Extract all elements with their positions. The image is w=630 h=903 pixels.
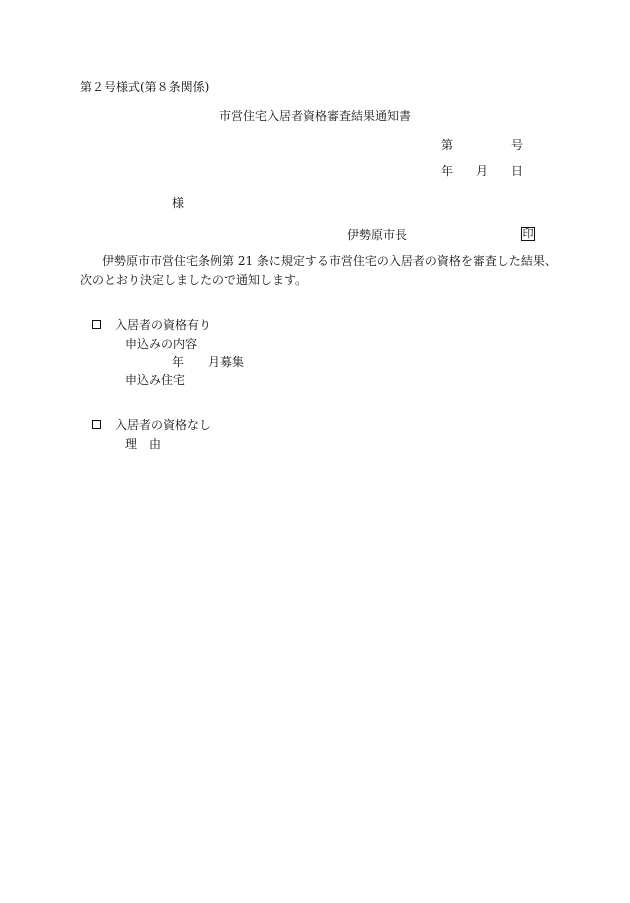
date-year-label: 年 [441,164,454,178]
addressee-suffix: 様 [172,196,185,210]
document-title: 市営住宅入居者資格審査結果通知書 [219,109,412,123]
option1-content-label: 申込みの内容 [125,337,198,351]
option1-year-label: 年 [172,355,185,369]
form-number-label: 第２号様式(第８条関係) [80,80,210,94]
date-day-label: 日 [511,164,524,178]
option2-label: 入居者の資格なし [115,418,212,432]
number-suffix: 号 [511,138,524,152]
option2-checkbox [92,420,101,429]
body-text-line-2: 次のとおり決定しましたので通知します。 [80,273,308,287]
option1-checkbox [92,320,101,329]
date-month-label: 月 [476,164,489,178]
option2-reason-label: 理 由 [125,437,162,451]
body-text-line-1: 伊勢原市市営住宅条例第 21 条に規定する市営住宅の入居者の資格を審査した結果、 [102,254,557,268]
seal-mark: 印 [522,227,534,240]
option1-label: 入居者の資格有り [115,318,212,332]
option1-month-recruit-label: 月募集 [208,355,245,369]
option1-housing-label: 申込み住宅 [125,373,186,387]
issuer-name: 伊勢原市長 [347,228,408,242]
number-prefix: 第 [441,138,454,152]
